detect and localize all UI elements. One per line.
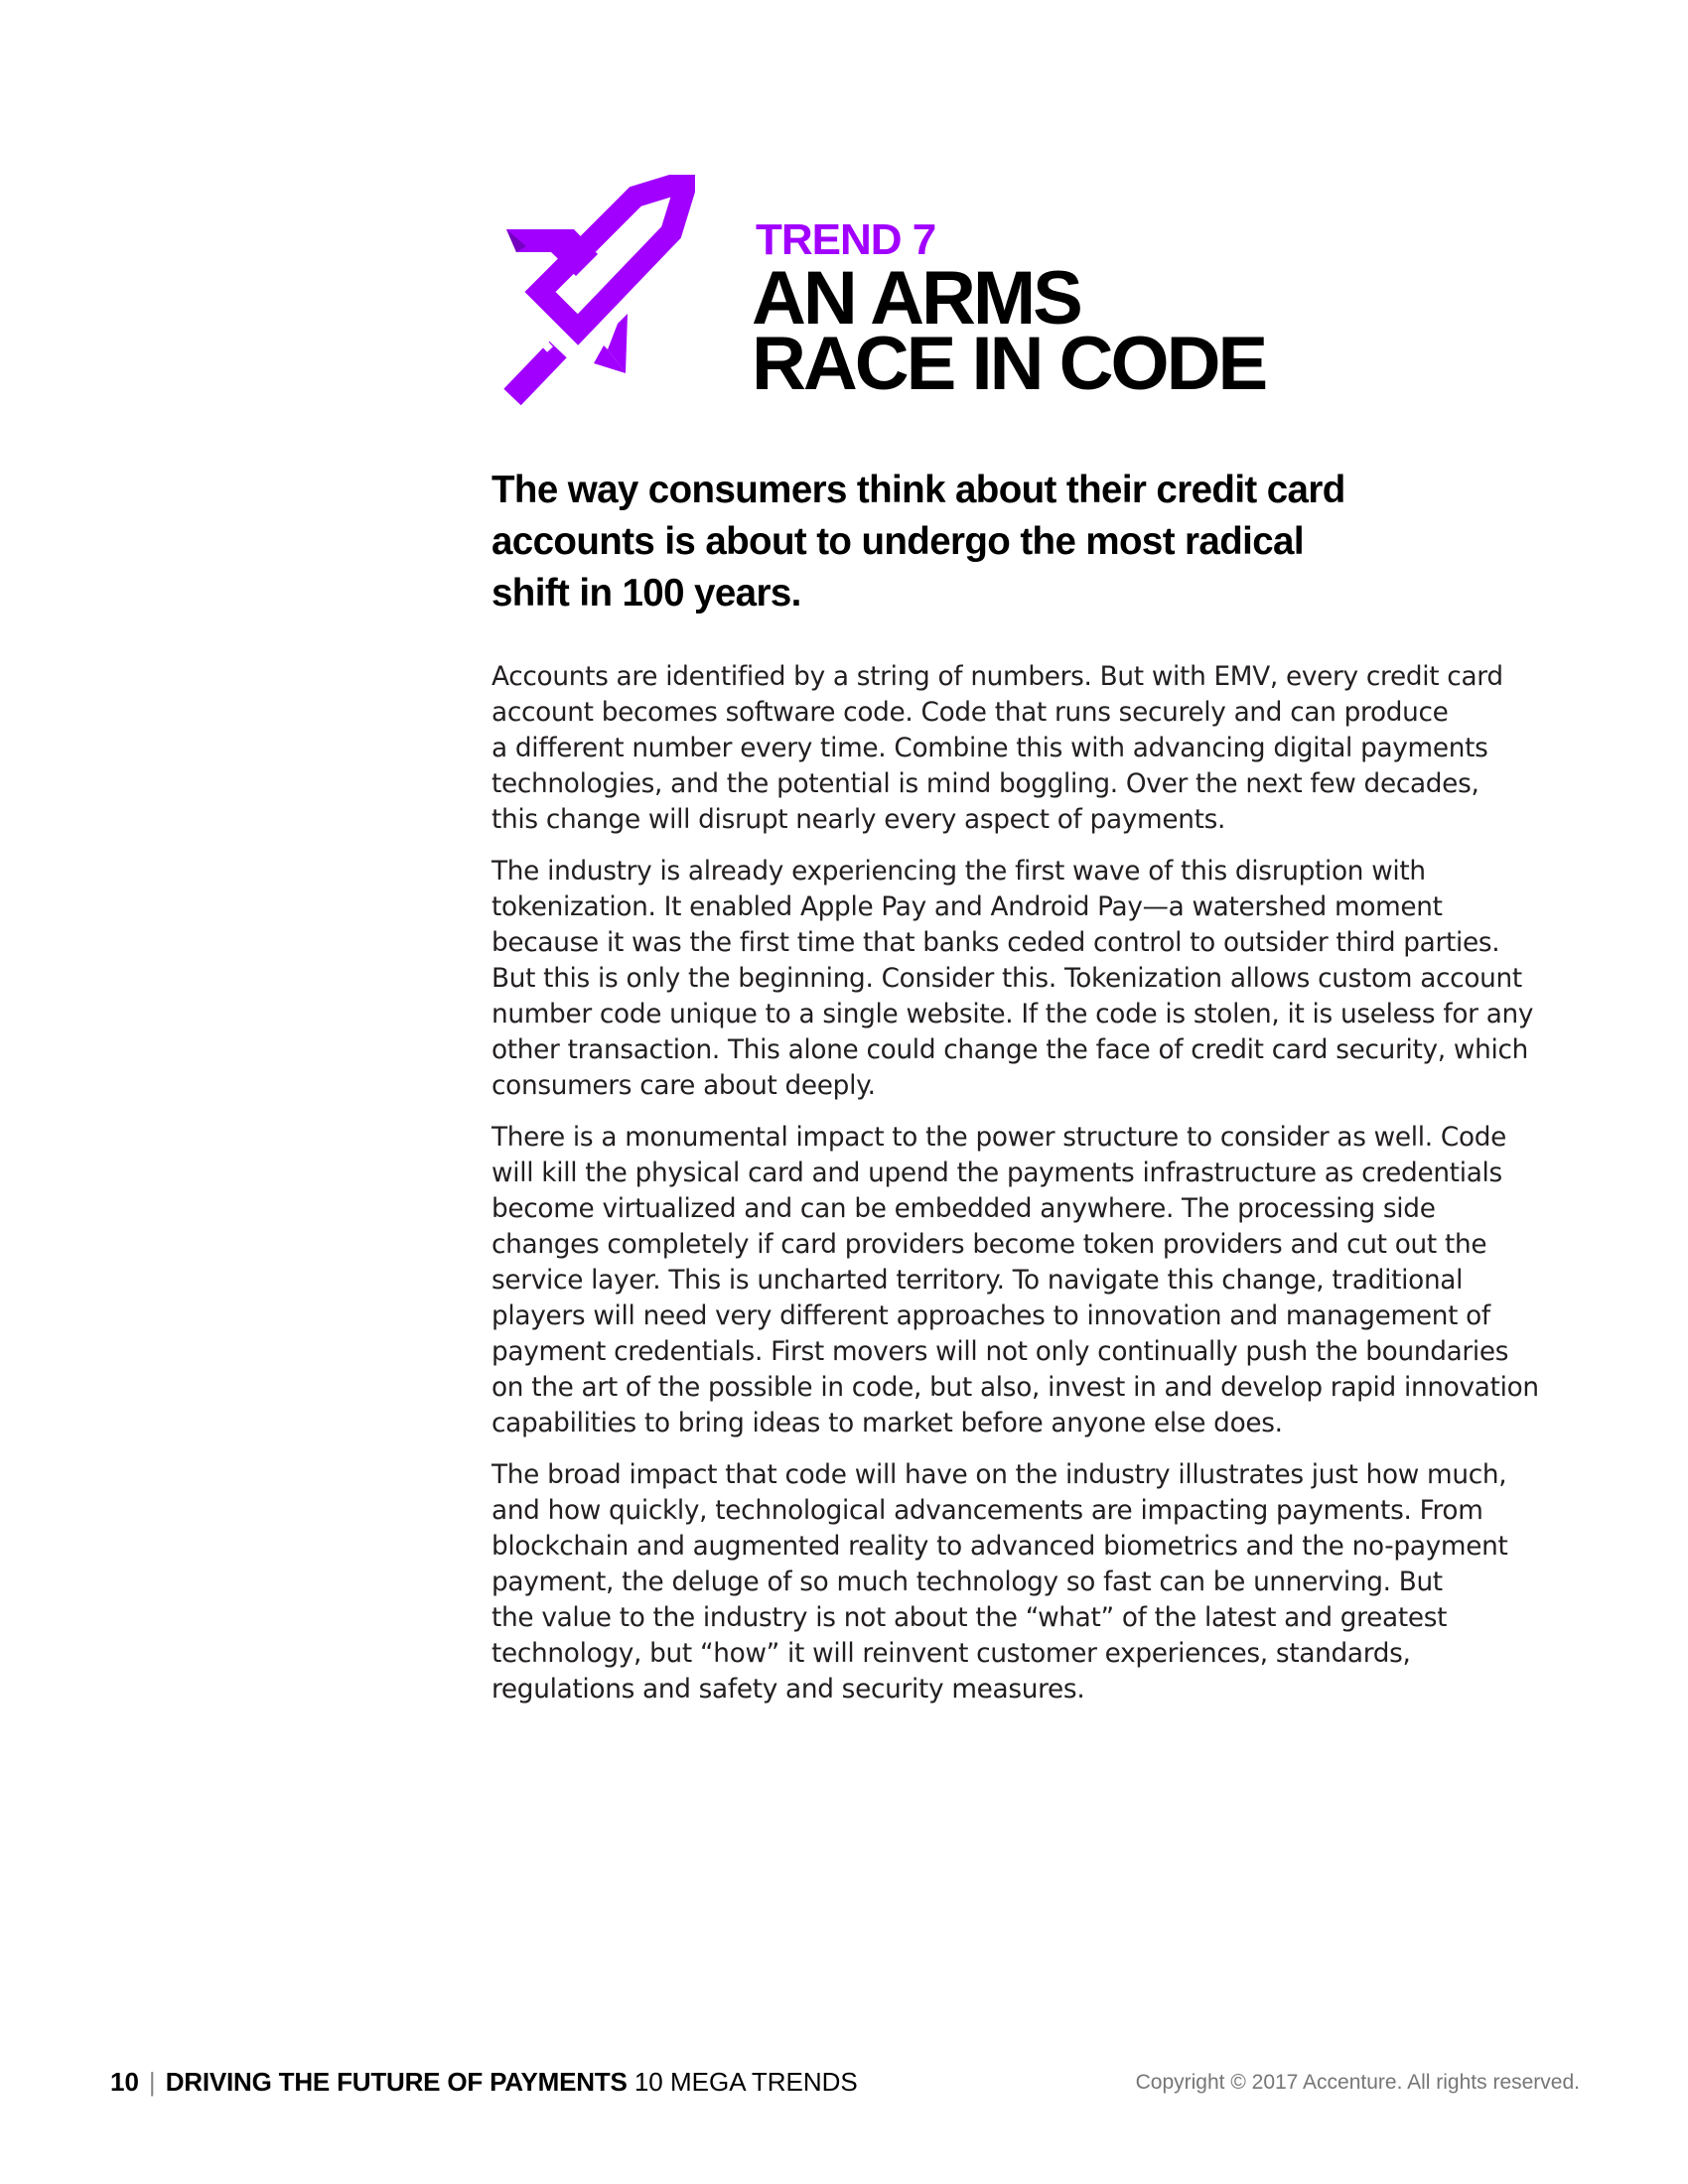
text-line: because it was the first time that banks ceded control to outsider third parties. — [492, 928, 1500, 958]
lead-line: shift in 100 years. — [492, 572, 801, 614]
footer-doc-title: DRIVING THE FUTURE OF PAYMENTS — [165, 2067, 628, 2097]
text-line: capabilities to bring ideas to market before anyone else does. — [492, 1409, 1283, 1438]
text-line: will kill the physical card and upend the payments infrastructure as credentials — [492, 1159, 1502, 1188]
paragraph-4 — [492, 1457, 1574, 1707]
text-line: other transaction. This alone could change the face of credit card security, which — [492, 1035, 1529, 1065]
text-line: number code unique to a single website. If the code is stolen, it is useless for any — [492, 1000, 1534, 1029]
paragraph-3 — [492, 1120, 1574, 1441]
rocket-icon — [496, 175, 695, 409]
title-line: AN ARMS — [752, 256, 1080, 341]
text-line: the value to the industry is not about the “what” of the latest and greatest — [492, 1603, 1448, 1633]
text-line: The industry is already experiencing the first wave of this disruption with — [492, 857, 1426, 887]
body-text — [492, 659, 1574, 1723]
page-footer — [110, 2067, 1580, 2101]
text-line: changes completely if card providers become token providers and cut out the — [492, 1230, 1487, 1260]
title-line: RACE IN CODE — [752, 322, 1266, 406]
paragraph-1 — [492, 659, 1574, 838]
footer-doc-subtitle: 10 MEGA TRENDS — [633, 2067, 858, 2097]
text-line: and how quickly, technological advancements are impacting payments. From — [492, 1496, 1483, 1526]
lead-line: The way consumers think about their credit card — [492, 469, 1345, 511]
text-line: Accounts are identified by a string of numbers. But with EMV, every credit card — [492, 662, 1503, 692]
text-line: blockchain and augmented reality to advanced biometrics and the no-payment — [492, 1532, 1508, 1562]
text-line: technology, but “how” it will reinvent customer experiences, standards, — [492, 1639, 1411, 1669]
text-line: There is a monumental impact to the power structure to consider as well. Code — [492, 1123, 1507, 1153]
text-line: service layer. This is uncharted territory. To navigate this change, traditional — [492, 1266, 1464, 1296]
paragraph-2 — [492, 854, 1574, 1104]
footer-separator: | — [148, 2067, 156, 2097]
lead-paragraph — [492, 465, 1574, 619]
text-line: consumers care about deeply. — [492, 1071, 876, 1101]
text-line: payment, the deluge of so much technology so fast can be unnerving. But — [492, 1568, 1443, 1597]
page-title — [752, 256, 1266, 406]
lead-line: accounts is about to undergo the most radical — [492, 520, 1304, 563]
trend-label: TREND 7 — [756, 215, 936, 264]
page-number: 10 — [110, 2067, 139, 2097]
text-line: on the art of the possible in code, but also, invest in and develop rapid innovation — [492, 1373, 1539, 1403]
text-line: technologies, and the potential is mind boggling. Over the next few decades, — [492, 769, 1479, 799]
text-line: players will need very different approaches to innovation and management of — [492, 1301, 1490, 1331]
text-line: this change will disrupt nearly every aspect of payments. — [492, 805, 1226, 835]
text-line: But this is only the beginning. Consider this. Tokenization allows custom account — [492, 964, 1522, 994]
text-line: become virtualized and can be embedded anywhere. The processing side — [492, 1194, 1436, 1224]
text-line: The broad impact that code will have on the industry illustrates just how much, — [492, 1460, 1507, 1490]
copyright-text: Copyright © 2017 Accenture. All rights reserved. — [1135, 2071, 1580, 2094]
text-line: payment credentials. First movers will not only continually push the boundaries — [492, 1337, 1509, 1367]
text-line: account becomes software code. Code that runs securely and can produce — [492, 698, 1449, 728]
text-line: tokenization. It enabled Apple Pay and Android Pay—a watershed moment — [492, 892, 1443, 922]
text-line: regulations and safety and security measures. — [492, 1675, 1085, 1705]
text-line: a different number every time. Combine this with advancing digital payments — [492, 734, 1488, 763]
footer-left — [110, 2067, 858, 2098]
